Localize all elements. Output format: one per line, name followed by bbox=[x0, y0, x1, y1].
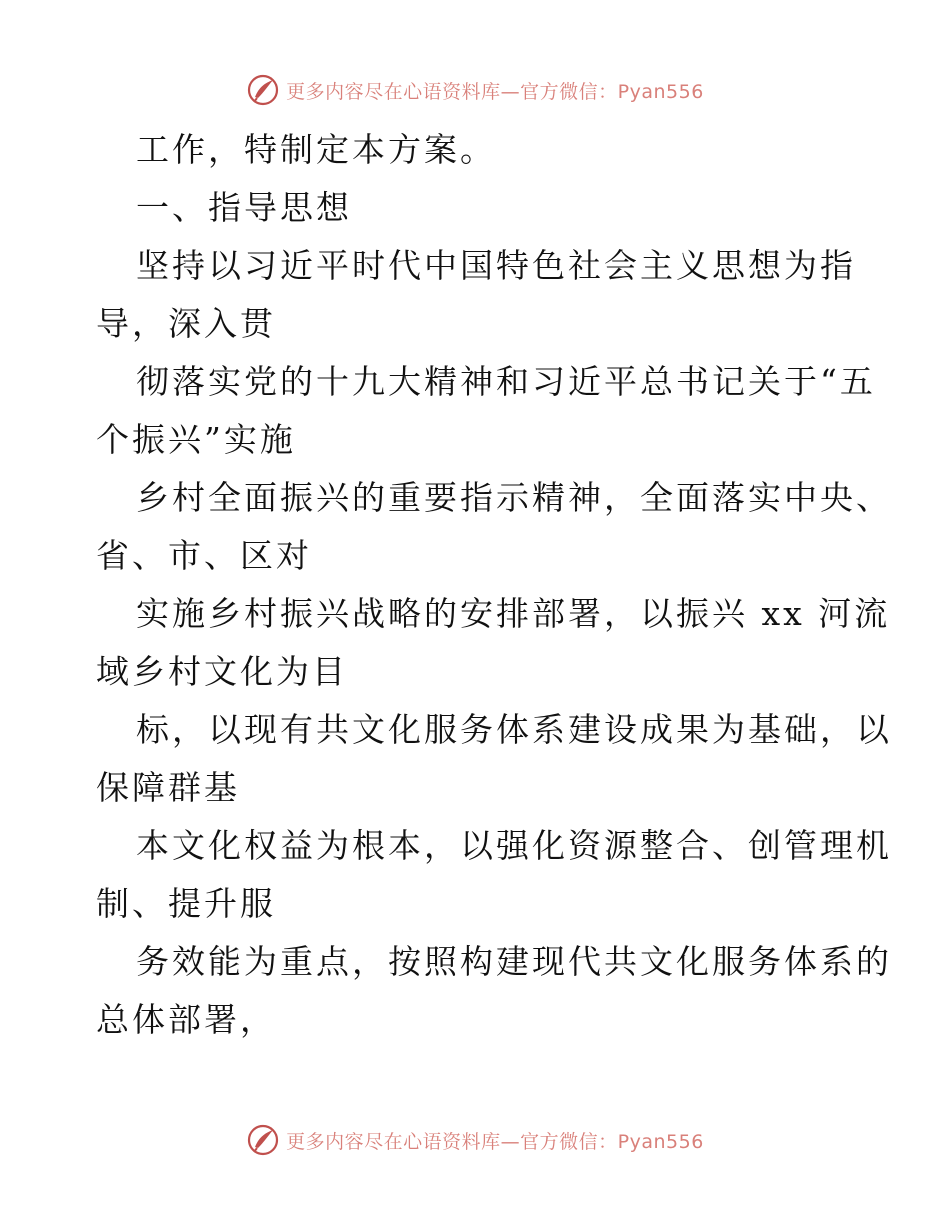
paragraph-line: 制、提升服 bbox=[96, 884, 276, 923]
paragraph-line: 工作，特制定本方案。 bbox=[136, 130, 496, 169]
document-body bbox=[96, 121, 892, 1049]
footer-watermark-text: 更多内容尽在心语资料库—官方微信：Pyan556 bbox=[286, 1130, 704, 1153]
quill-seal-icon bbox=[246, 73, 280, 107]
paragraph-line: 保障群基 bbox=[96, 768, 240, 807]
header-watermark bbox=[0, 70, 950, 110]
paragraph-line: 实施乡村振兴战略的安排部署，以振兴 xx 河流 bbox=[136, 594, 891, 633]
paragraph-line: 乡村全面振兴的重要指示精神，全面落实中央、 bbox=[136, 478, 892, 517]
paragraph-line: 个振兴”实施 bbox=[96, 420, 296, 459]
paragraph-line: 务效能为重点，按照构建现代共文化服务体系的 bbox=[136, 942, 892, 981]
paragraph-line: 本文化权益为根本，以强化资源整合、创管理机 bbox=[136, 826, 892, 865]
footer-watermark bbox=[0, 1120, 950, 1160]
paragraph-line: 标，以现有共文化服务体系建设成果为基础，以 bbox=[136, 710, 892, 749]
paragraph-line: 导，深入贯 bbox=[96, 304, 276, 343]
paragraph-line: 彻落实党的十九大精神和习近平总书记关于“五 bbox=[136, 362, 876, 401]
paragraph-line: 域乡村文化为目 bbox=[96, 652, 348, 691]
paragraph-line: 总体部署， bbox=[96, 1000, 276, 1039]
paragraph-line: 坚持以习近平时代中国特色社会主义思想为指 bbox=[136, 246, 856, 285]
section-heading: 一、指导思想 bbox=[136, 188, 352, 227]
header-watermark-text: 更多内容尽在心语资料库—官方微信：Pyan556 bbox=[286, 80, 704, 103]
quill-seal-icon bbox=[246, 1123, 280, 1157]
paragraph-line: 省、市、区对 bbox=[96, 536, 312, 575]
